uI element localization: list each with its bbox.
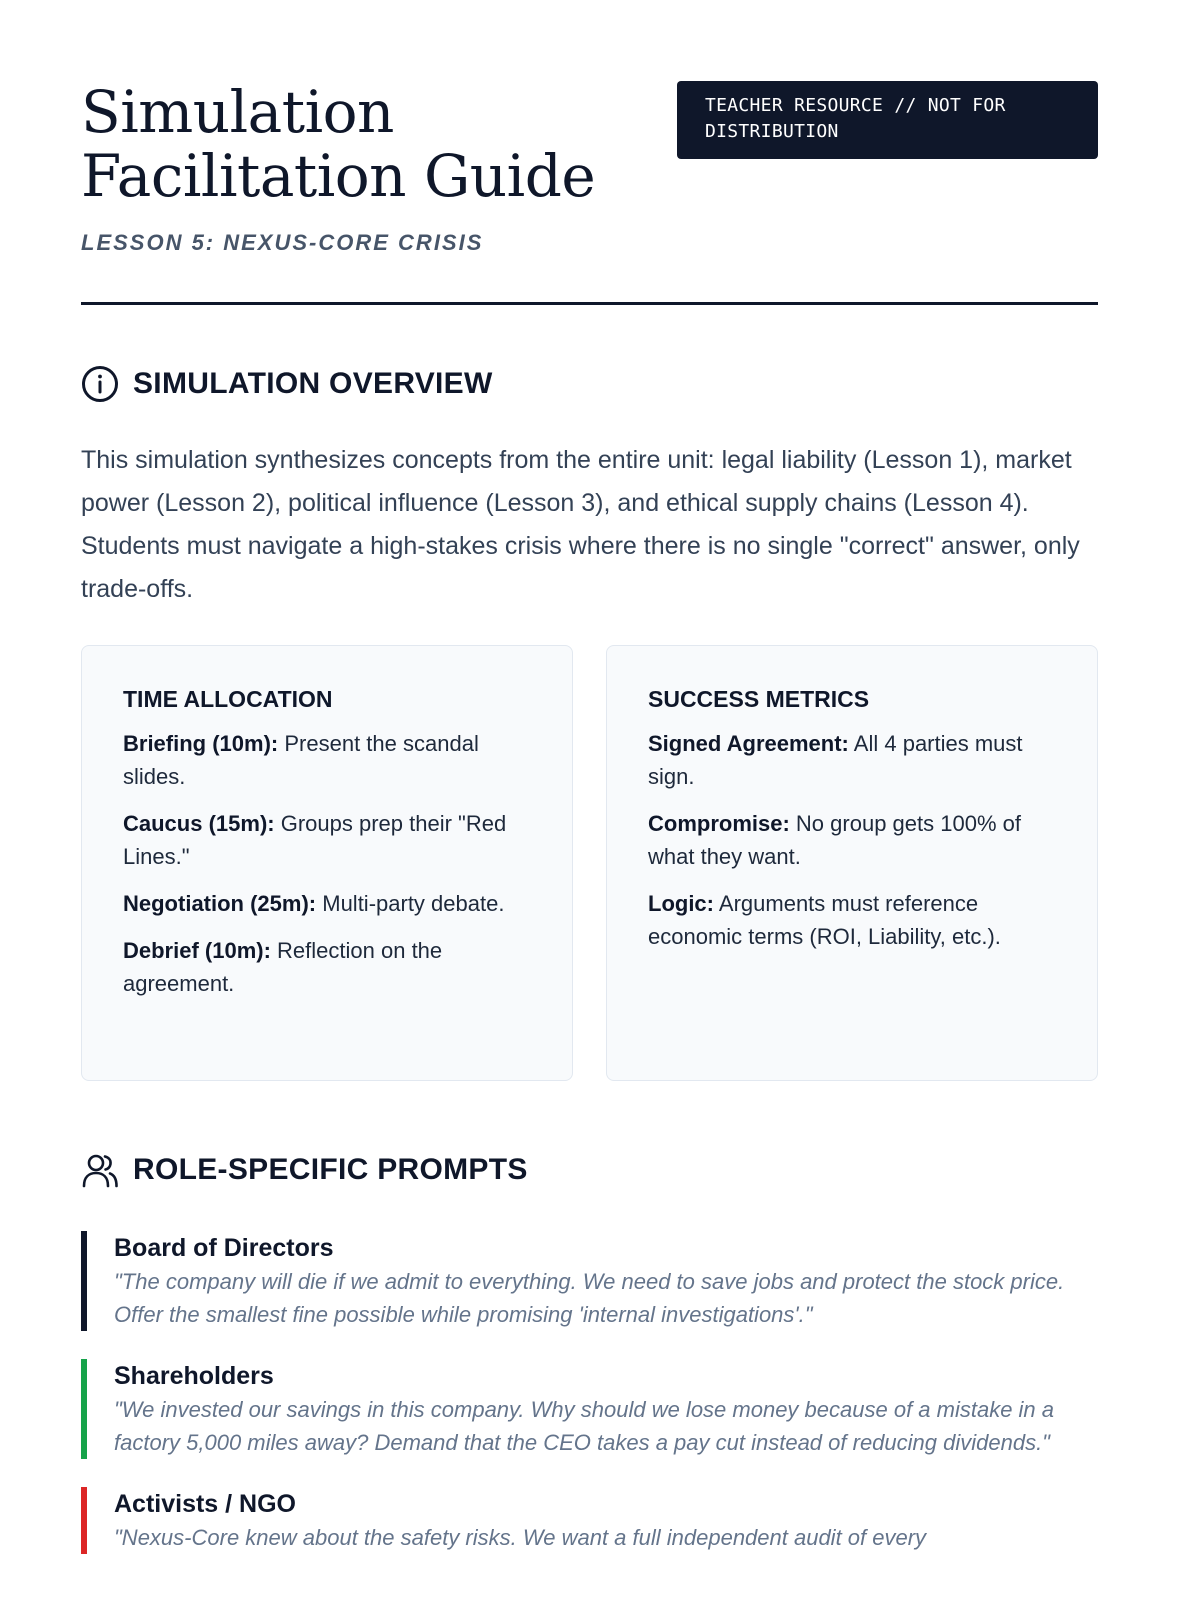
metric-item-label: Compromise: xyxy=(648,811,790,836)
lesson-subtitle: LESSON 5: NEXUS-CORE CRISIS xyxy=(81,230,484,255)
time-item-label: Briefing (10m): xyxy=(123,731,279,756)
time-item xyxy=(123,887,531,920)
metric-item xyxy=(648,887,1056,953)
metric-item-label: Signed Agreement: xyxy=(648,731,849,756)
roles-section xyxy=(81,1151,1098,1554)
role-activists xyxy=(81,1487,1098,1554)
roles-heading-row xyxy=(81,1151,1098,1189)
role-board xyxy=(81,1231,1098,1331)
metric-item-label: Logic: xyxy=(648,891,714,916)
time-item-text: Groups prep their "Red Lines." xyxy=(123,811,507,869)
metric-item-text: All 4 parties must sign. xyxy=(648,731,1023,789)
roles-heading: ROLE-SPECIFIC PROMPTS xyxy=(133,1153,528,1186)
time-item xyxy=(123,727,531,793)
role-quote: "The company will die if we admit to everything. We need to save jobs and protect the stock price. Offer the smallest fine possible while promising 'internal investigations'." xyxy=(114,1269,1065,1327)
time-item xyxy=(123,807,531,873)
time-item-label: Debrief (10m): xyxy=(123,938,271,963)
overview-section xyxy=(81,365,1098,1081)
overview-heading: SIMULATION OVERVIEW xyxy=(133,367,493,400)
metric-item xyxy=(648,727,1056,793)
success-metrics-card xyxy=(606,645,1098,1081)
time-item-text: Present the scandal slides. xyxy=(123,731,479,789)
overview-heading-row xyxy=(81,365,1098,403)
role-shareholders xyxy=(81,1359,1098,1459)
role-name: Activists / NGO xyxy=(114,1490,296,1518)
time-item-label: Caucus (15m): xyxy=(123,811,275,836)
role-quote: "We invested our savings in this company. Why should we lose money because of a mistake in a factory 5,000 miles away? Demand that the CEO takes a pay cut instead of reducing dividends." xyxy=(114,1397,1055,1455)
users-icon xyxy=(81,1151,119,1189)
success-metrics-heading: SUCCESS METRICS xyxy=(648,686,870,712)
metric-item xyxy=(648,807,1056,873)
time-item-text: Multi-party debate. xyxy=(322,891,505,916)
page-title: Simulation Facilitation Guide xyxy=(81,78,596,210)
role-name: Board of Directors xyxy=(114,1234,334,1262)
info-icon xyxy=(81,365,119,403)
role-quote: "Nexus-Core knew about the safety risks. We want a full independent audit of every xyxy=(114,1525,927,1550)
distribution-badge: TEACHER RESOURCE // NOT FOR DISTRIBUTION xyxy=(677,81,1098,159)
overview-text: This simulation synthesizes concepts from the entire unit: legal liability (Lesson 1), market power (Lesson 2), political influence (Lesson 3), and ethical supply chains (Lesson 4). Students must navigate a high-stakes crisis where there is no single "correct" answer, only trade-offs. xyxy=(81,446,1080,603)
time-item-label: Negotiation (25m): xyxy=(123,891,317,916)
time-item xyxy=(123,934,531,1000)
metric-item-text: Arguments must reference economic terms (ROI, Liability, etc.). xyxy=(648,891,1001,949)
time-item-text: Reflection on the agreement. xyxy=(123,938,443,996)
info-cards xyxy=(81,645,1098,1081)
roles-list xyxy=(81,1231,1098,1554)
time-allocation-heading: TIME ALLOCATION xyxy=(123,686,333,712)
time-allocation-card xyxy=(81,645,573,1081)
metric-item-text: No group gets 100% of what they want. xyxy=(648,811,1021,869)
page-header xyxy=(81,0,1098,305)
role-name: Shareholders xyxy=(114,1362,274,1390)
